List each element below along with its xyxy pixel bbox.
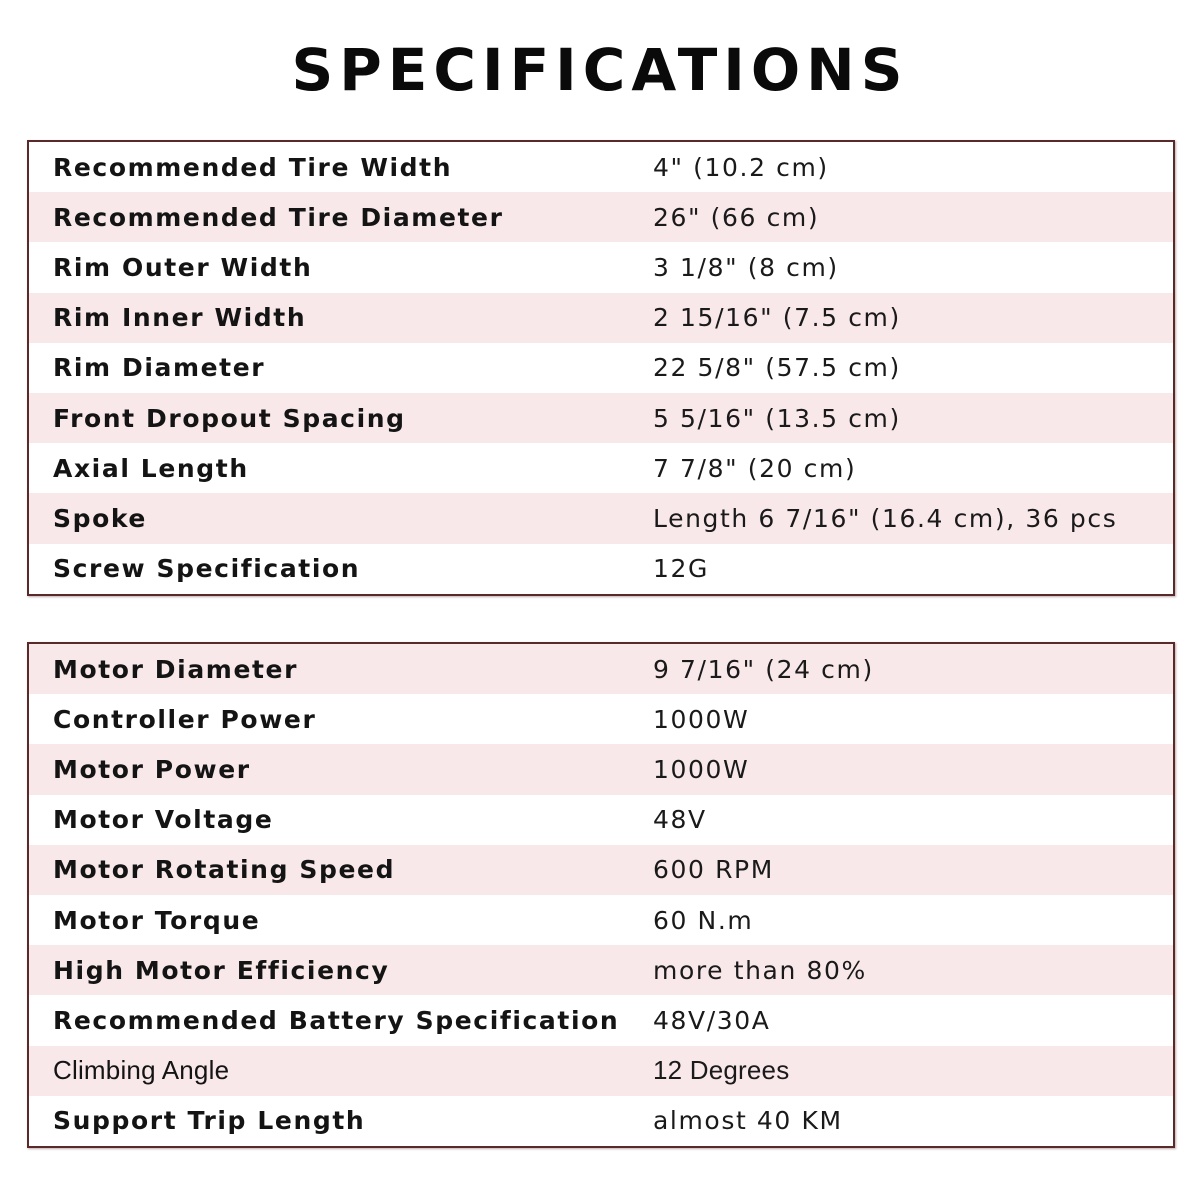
spec-value: 12 Degrees bbox=[653, 1055, 790, 1086]
spec-value: 1000W bbox=[653, 704, 750, 734]
table-row bbox=[29, 644, 1173, 694]
spec-value: 5 5/16" (13.5 cm) bbox=[653, 403, 901, 433]
spec-label: Controller Power bbox=[53, 704, 317, 734]
table-row bbox=[29, 1096, 1173, 1146]
spec-value: 1000W bbox=[653, 754, 750, 784]
spec-value: 22 5/8" (57.5 cm) bbox=[653, 353, 901, 383]
spec-label: Rim Inner Width bbox=[53, 303, 307, 333]
spec-label: Screw Specification bbox=[53, 554, 361, 584]
table-row bbox=[29, 242, 1173, 292]
wheel-spec-table bbox=[27, 140, 1175, 596]
spec-label: Climbing Angle bbox=[53, 1055, 230, 1086]
spec-label: Axial Length bbox=[53, 453, 249, 483]
table-row bbox=[29, 694, 1173, 744]
table-row bbox=[29, 343, 1173, 393]
table-row bbox=[29, 493, 1173, 543]
spec-value: Length 6 7/16" (16.4 cm), 36 pcs bbox=[653, 503, 1118, 533]
motor-spec-table bbox=[27, 642, 1175, 1148]
table-row bbox=[29, 995, 1173, 1045]
table-row bbox=[29, 393, 1173, 443]
spec-label: High Motor Efficiency bbox=[53, 955, 390, 985]
spec-value: 12G bbox=[653, 554, 709, 584]
spec-value: 48V/30A bbox=[653, 1005, 771, 1035]
table-row bbox=[29, 544, 1173, 594]
spec-value: more than 80% bbox=[653, 955, 867, 985]
spec-value: almost 40 KM bbox=[653, 1106, 843, 1136]
spec-label: Motor Rotating Speed bbox=[53, 855, 396, 885]
spec-label: Spoke bbox=[53, 503, 147, 533]
spec-label: Motor Diameter bbox=[53, 654, 299, 684]
spec-label: Motor Power bbox=[53, 754, 251, 784]
spec-value: 3 1/8" (8 cm) bbox=[653, 252, 839, 282]
spec-label: Rim Outer Width bbox=[53, 252, 313, 282]
spec-label: Motor Voltage bbox=[53, 805, 274, 835]
spec-label: Front Dropout Spacing bbox=[53, 403, 406, 433]
table-row bbox=[29, 293, 1173, 343]
spec-value: 4" (10.2 cm) bbox=[653, 152, 829, 182]
table-row bbox=[29, 443, 1173, 493]
page-title: SPECIFICATIONS bbox=[291, 36, 909, 104]
table-row bbox=[29, 895, 1173, 945]
spec-value: 9 7/16" (24 cm) bbox=[653, 654, 874, 684]
table-row bbox=[29, 744, 1173, 794]
table-row bbox=[29, 192, 1173, 242]
table-row bbox=[29, 1046, 1173, 1096]
table-row bbox=[29, 142, 1173, 192]
table-row bbox=[29, 845, 1173, 895]
spec-label: Rim Diameter bbox=[53, 353, 266, 383]
spec-value: 60 N.m bbox=[653, 905, 754, 935]
spec-label: Support Trip Length bbox=[53, 1106, 366, 1136]
spec-value: 48V bbox=[653, 805, 707, 835]
spec-value: 2 15/16" (7.5 cm) bbox=[653, 303, 901, 333]
table-row bbox=[29, 795, 1173, 845]
spec-label: Motor Torque bbox=[53, 905, 261, 935]
spec-value: 7 7/8" (20 cm) bbox=[653, 453, 857, 483]
spec-value: 26" (66 cm) bbox=[653, 202, 820, 232]
spec-value: 600 RPM bbox=[653, 855, 774, 885]
spec-label: Recommended Tire Width bbox=[53, 152, 453, 182]
table-row bbox=[29, 945, 1173, 995]
spec-label: Recommended Tire Diameter bbox=[53, 202, 504, 232]
spec-label: Recommended Battery Specification bbox=[53, 1005, 620, 1035]
